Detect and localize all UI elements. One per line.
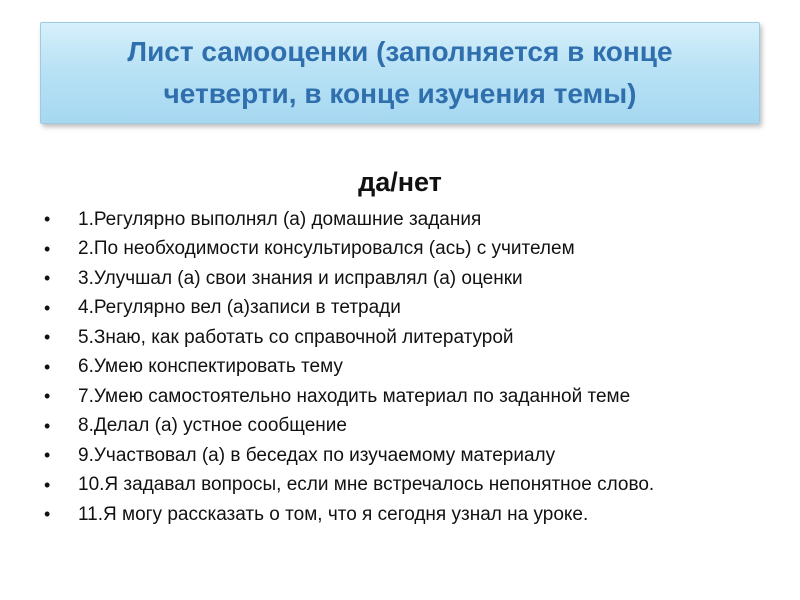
bullet-icon: • [44, 474, 51, 495]
bullet-icon: • [44, 268, 51, 289]
list-item [44, 205, 784, 235]
list-item [44, 471, 784, 501]
list-item-text: 6.Умею конспектировать тему [78, 356, 343, 378]
bullet-icon: • [44, 238, 51, 259]
list-item-text: 11.Я могу рассказать о том, что я сегодня узнал на уроке. [78, 503, 589, 525]
bullet-icon: • [44, 209, 51, 230]
self-assessment-list [44, 205, 784, 530]
list-item-text: 7.Умею самостоятельно находить материал по заданной теме [78, 385, 631, 407]
list-item-text: 2.По необходимости консультировался (ась) с учителем [78, 238, 575, 260]
bullet-icon: • [44, 297, 51, 318]
bullet-icon: • [44, 504, 51, 525]
list-item-text: 3.Улучшал (а) свои знания и исправлял (а) оценки [78, 267, 523, 289]
list-item [44, 264, 784, 294]
list-item-text: 1.Регулярно выполнял (а) домашние задания [78, 208, 482, 230]
bullet-icon: • [44, 327, 51, 348]
list-item [44, 235, 784, 265]
bullet-icon: • [44, 415, 51, 436]
list-item [44, 412, 784, 442]
list-item-text: 9.Участвовал (а) в беседах по изучаемому материалу [78, 444, 556, 466]
list-item [44, 500, 784, 530]
bullet-icon: • [44, 386, 51, 407]
list-item-text: 8.Делал (а) устное сообщение [78, 415, 347, 437]
list-item-text: 4.Регулярно вел (а)записи в тетради [78, 297, 401, 319]
slide-title: Лист самооценки (заполняется в конце четверти, в конце изучения темы) [127, 36, 673, 109]
list-item-text: 5.Знаю, как работать со справочной литературой [78, 326, 514, 348]
list-item [44, 353, 784, 383]
list-item-text: 10.Я задавал вопросы, если мне встречалось непонятное слово. [78, 474, 655, 496]
list-item [44, 294, 784, 324]
title-box [40, 22, 760, 124]
bullet-icon: • [44, 445, 51, 466]
list-item [44, 323, 784, 353]
list-item [44, 441, 784, 471]
bullet-icon: • [44, 356, 51, 377]
list-item [44, 382, 784, 412]
answer-header: да/нет [358, 167, 442, 197]
